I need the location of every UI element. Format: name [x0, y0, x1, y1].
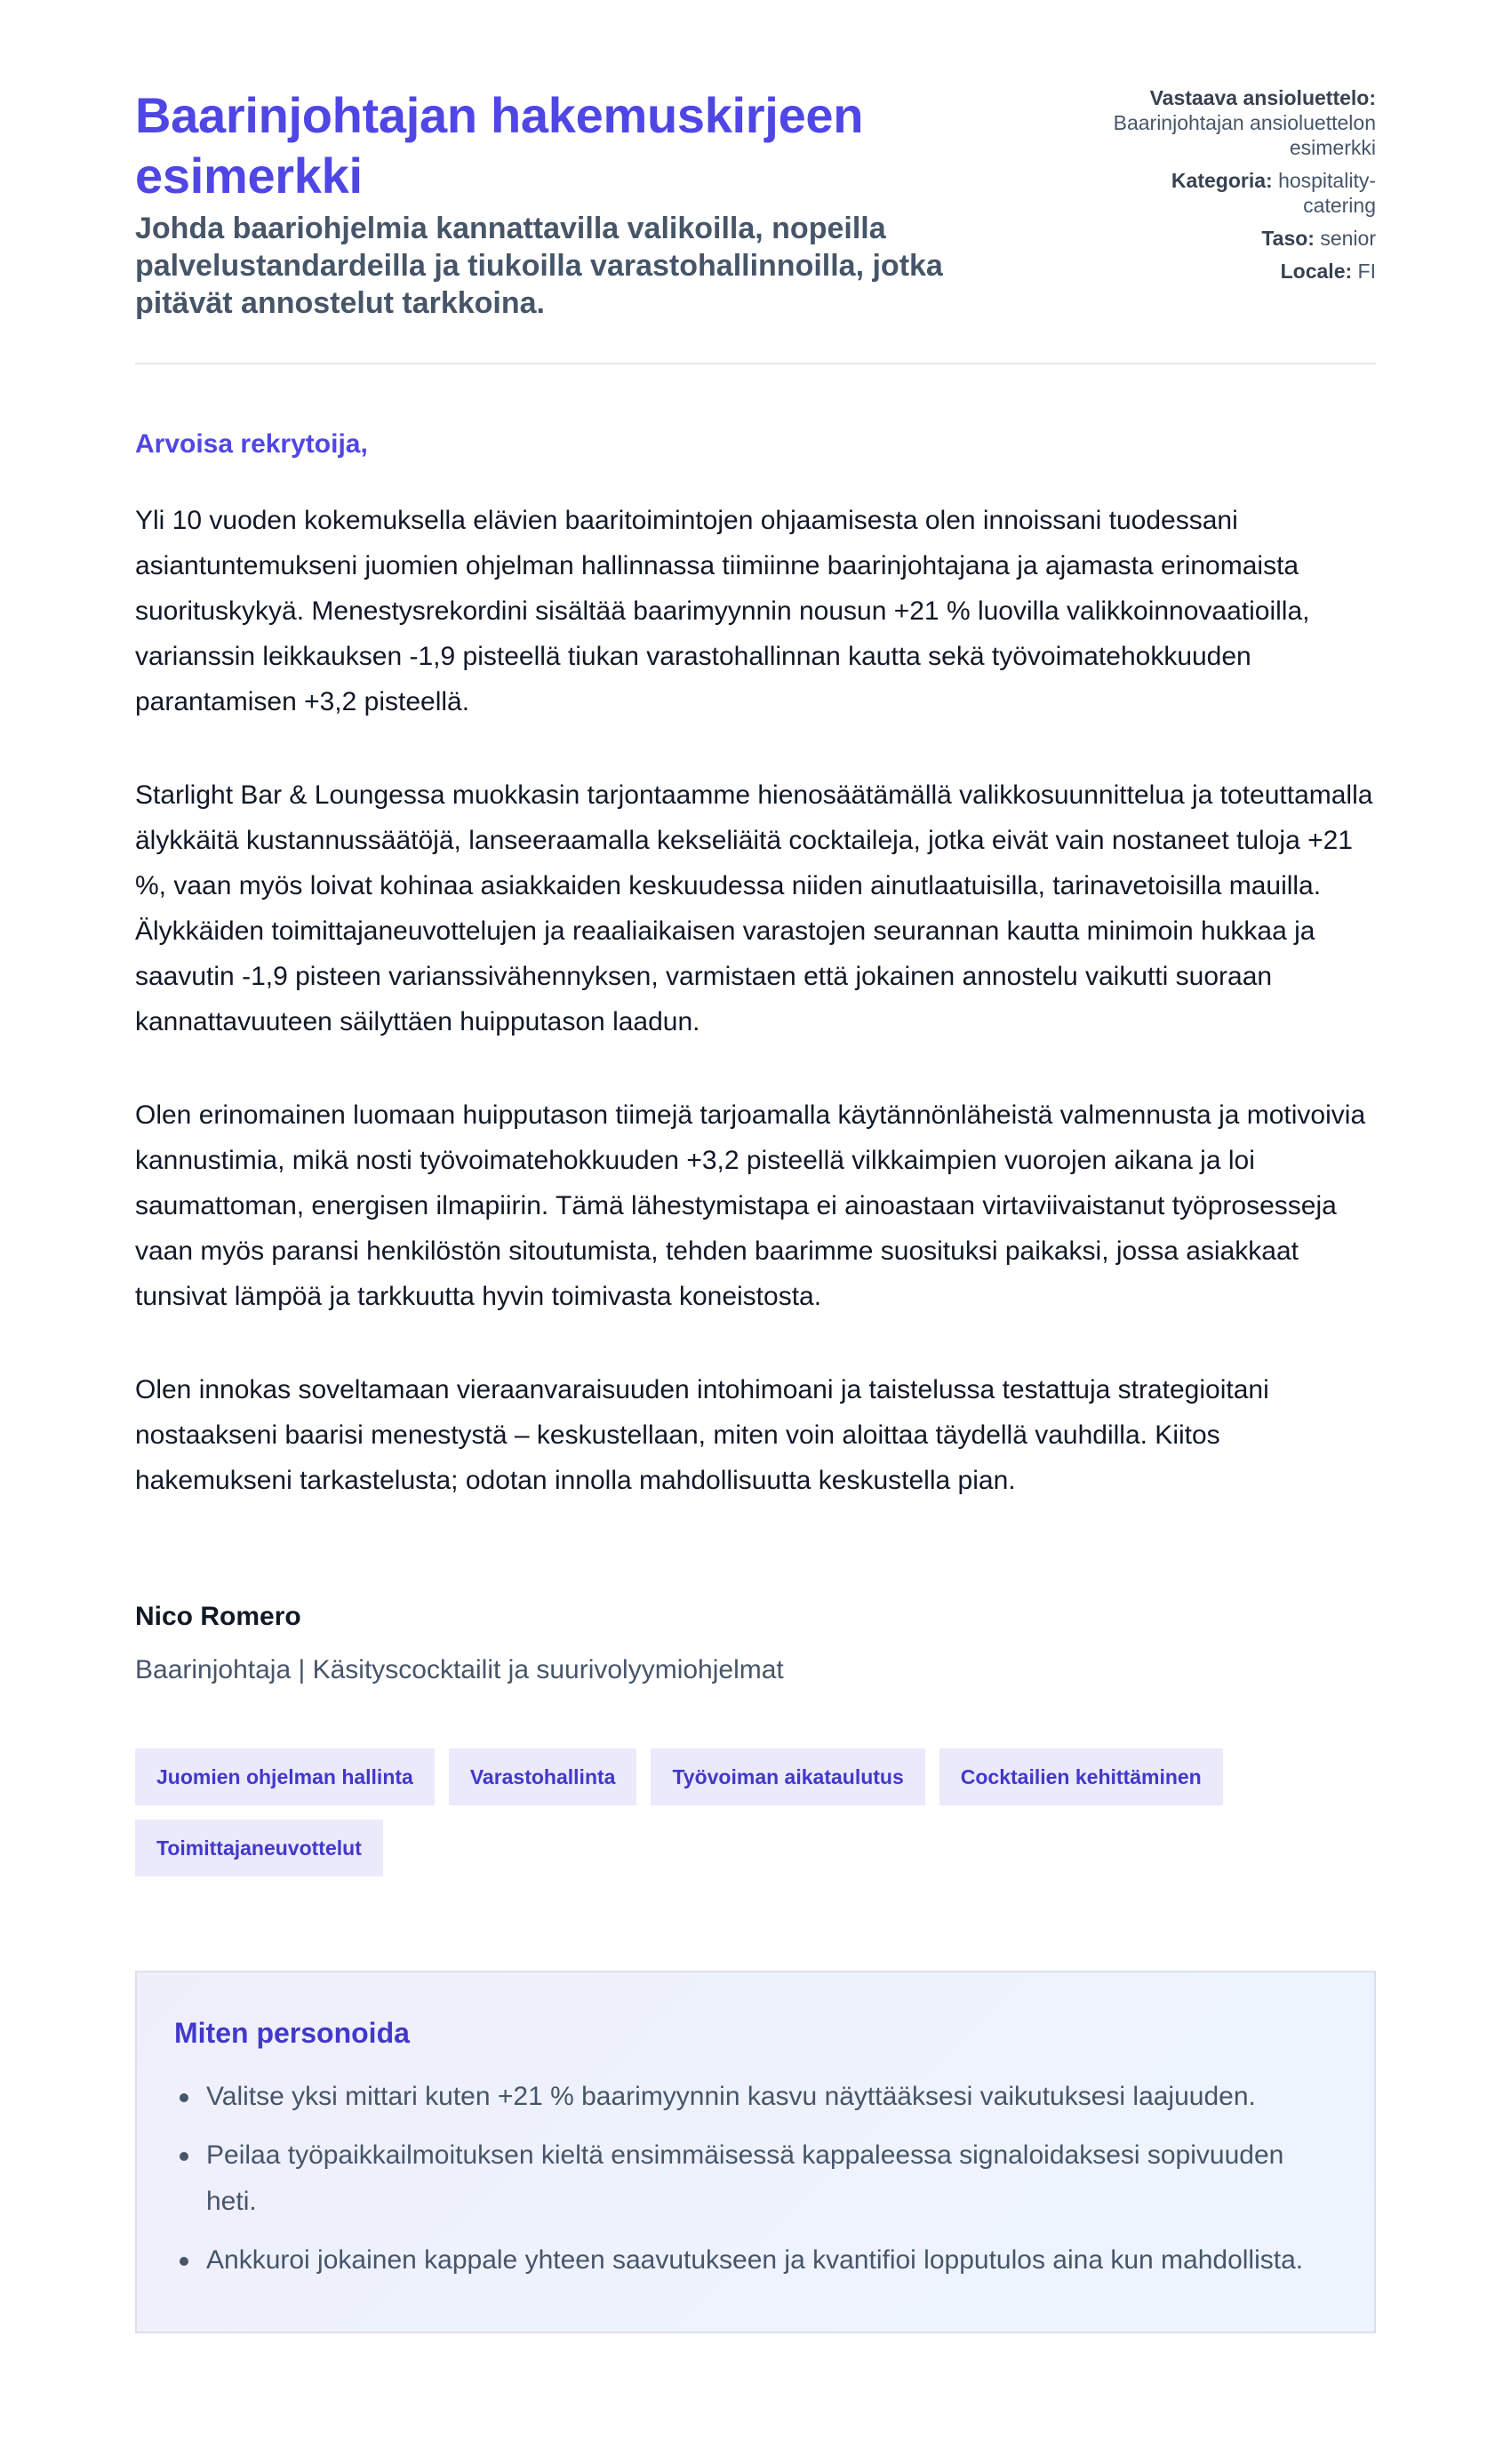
- tips-title: Miten personoida: [174, 2017, 410, 2049]
- meta-related-resume-value[interactable]: Baarinjohtajan ansioluettelon esimerkki: [1113, 111, 1376, 159]
- letter-paragraph: Olen innokas soveltamaan vieraanvaraisuuden intohimoani ja taistelussa testattuja strategioitani nostaakseni baarisi menestystä – keskustellaan, miten voin aloittaa täydellä vauhdilla. Kiitos hakemukseni tarkastelusta; odotan innolla mahdollisuutta keskustella pian.: [135, 1375, 1269, 1495]
- letter-paragraph: Starlight Bar & Loungessa muokkasin tarjontaamme hienosäätämällä valikkosuunnittelua ja toteuttamalla älykkäitä kustannussäätöjä, lanseeraamalla kekseliäitä cocktaileja, jotka eivät vain nostaneet tuloja +21 %, vaan myös loivat kohinaa asiakkaiden keskuudessa niiden ainutlaatuisilla, tarinavetoisilla mauilla. Älykkäiden toimittajaneuvottelujen ja reaaliaikaisen varastojen seurannan kautta minimoin hukkaa ja saavutin -1,9 pisteen varianssivähennyksen, varmistaen että jokainen annostelu vaikutti suoraan kannattavuuteen säilyttäen huipputason laadun.: [135, 780, 1373, 1036]
- skill-tag: Varastohallinta: [449, 1748, 637, 1805]
- bullet-icon: [180, 2257, 188, 2266]
- signature-title: Baarinjohtaja | Käsityscocktailit ja suurivolyymiohjelmat: [135, 1655, 784, 1684]
- letter-paragraph: Olen erinomainen luomaan huipputason tiimejä tarjoamalla käytännönläheistä valmennusta ja motivoivia kannustimia, mikä nosti työvoimatehokkuuden +3,2 pisteellä vilkkaimpien vuorojen aikana ja loi saumattoman, energisen ilmapiirin. Tämä lähestymistapa ei ainoastaan virtaviivaistanut työprosesseja vaan myös paransi henkilöstön sitoutumista, tehden baarimme suosituksi paikaksi, jossa asiakkaat tunsivat lämpöä ja tarkkuutta hyvin toimivasta koneistosta.: [135, 1100, 1366, 1311]
- bullet-icon: [180, 2152, 188, 2161]
- tip-item: [174, 2132, 1339, 2225]
- signature-name: Nico Romero: [135, 1602, 301, 1631]
- tip-text: Valitse yksi mittari kuten +21 % baarimyynnin kasvu näyttääksesi vaikutuksesi laajuuden.: [206, 2082, 1256, 2111]
- bullet-icon: [180, 2093, 188, 2102]
- meta-level-label: Taso:: [1261, 227, 1315, 250]
- tip-item: [174, 2074, 1339, 2120]
- skill-tags: [135, 1748, 1376, 1876]
- header-titles: [135, 85, 1024, 322]
- skill-tag: Työvoiman aikataulutus: [651, 1748, 924, 1805]
- meta-category-value: hospitality-catering: [1278, 169, 1376, 217]
- meta-level: [1109, 226, 1376, 251]
- skill-tag: Toimittajaneuvottelut: [135, 1820, 383, 1876]
- meta-locale-value: FI: [1357, 260, 1376, 283]
- meta-related-resume: [1109, 85, 1376, 160]
- skill-tag: Cocktailien kehittäminen: [939, 1748, 1223, 1805]
- skill-tag: Juomien ohjelman hallinta: [135, 1748, 435, 1805]
- page-title: Baarinjohtajan hakemuskirjeen esimerkki: [135, 87, 864, 204]
- meta-category-label: Kategoria:: [1171, 169, 1273, 192]
- page-subtitle: Johda baariohjelmia kannattavilla valikoilla, nopeilla palvelustandardeilla ja tiukoilla varastohallinnoilla, jotka pitävät annostelut tarkkoina.: [135, 212, 943, 320]
- letter-body: [135, 427, 1376, 1688]
- meta-category: [1109, 168, 1376, 218]
- tip-text: Ankkuroi jokainen kappale yhteen saavutukseen ja kvantifioi lopputulos aina kun mahdollista.: [206, 2245, 1304, 2275]
- cover-letter-page: [135, 0, 1376, 2333]
- meta-level-value: senior: [1320, 227, 1376, 250]
- letter-greeting: Arvoisa rekrytoija,: [135, 429, 368, 459]
- personalization-tips: [135, 1971, 1376, 2333]
- tips-list: [174, 2074, 1339, 2284]
- meta-locale: [1109, 259, 1376, 284]
- tip-text: Peilaa työpaikkailmoituksen kieltä ensimmäisessä kappaleessa signaloidaksesi sopivuuden heti.: [206, 2140, 1284, 2216]
- meta-locale-label: Locale:: [1280, 260, 1353, 283]
- meta-related-resume-label: Vastaava ansioluettelo:: [1149, 86, 1376, 109]
- page-header: [135, 0, 1376, 364]
- letter-paragraph: Yli 10 vuoden kokemuksella elävien baaritoimintojen ohjaamisesta olen innoissani tuodessani asiantuntemukseni juomien ohjelman hallinnassa tiimiinne baarinjohtajana ja ajamasta erinomaista suorituskykyä. Menestysrekordini sisältää baarimyynnin nousun +21 % luovilla valikkoinnovaatioilla, varianssin leikkauksen -1,9 pisteellä tiukan varastohallinnan kautta sekä työvoimatehokkuuden parantamisen +3,2 pisteellä.: [135, 506, 1310, 716]
- tip-item: [174, 2237, 1339, 2284]
- meta-panel: [1109, 85, 1376, 292]
